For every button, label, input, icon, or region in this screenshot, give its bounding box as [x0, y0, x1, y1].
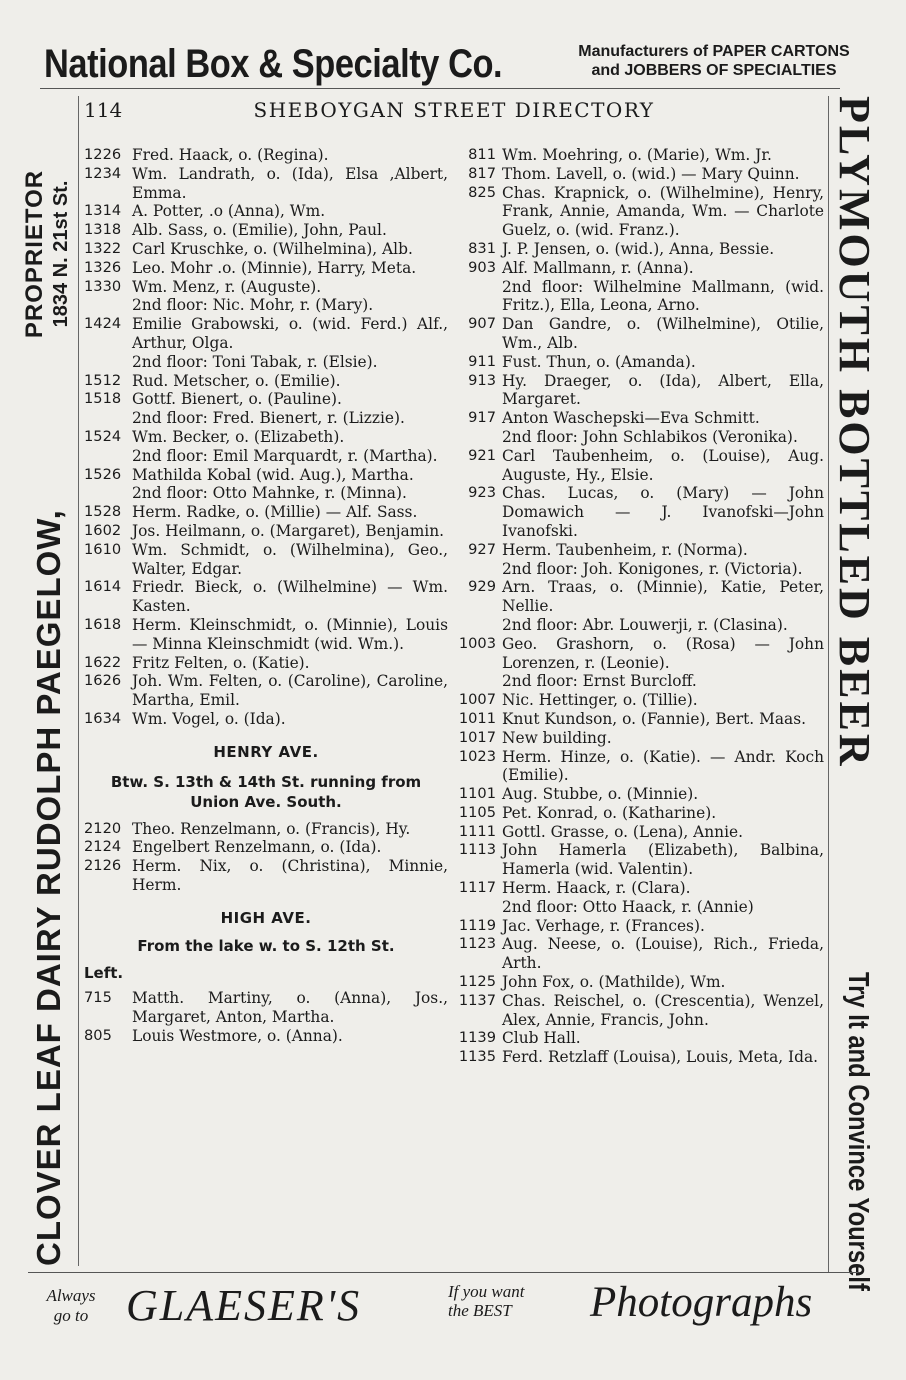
house-number: 1528 — [84, 503, 122, 521]
left-column — [84, 146, 448, 1045]
house-number: 831 — [468, 239, 496, 257]
directory-entry — [84, 466, 448, 485]
beer-ad-text: PLYMOUTH BOTTLED BEER — [830, 96, 879, 769]
resident-text: Chas. Krapnick, o. (Wilhelmine), Henry, Frank, Annie, Amanda, Wm. — Charlote Guelz, o. (wid. Franz.). — [502, 183, 824, 240]
tagline-line-1: Manufacturers of PAPER CARTONS — [578, 43, 850, 60]
house-number: 1017 — [458, 728, 496, 746]
resident-text: Alf. Mallmann, r. (Anna). — [502, 258, 694, 277]
floor-entry: 2nd floor: Nic. Mohr, r. (Mary). — [132, 296, 374, 315]
directory-entry — [458, 729, 824, 748]
directory-entry — [458, 353, 824, 372]
house-number: 913 — [468, 371, 496, 389]
directory-entry — [458, 146, 824, 165]
resident-text: Emilie Grabowski, o. (wid. Ferd.) Alf., Arthur, Olga. — [132, 315, 448, 352]
directory-entry — [84, 820, 448, 839]
directory-entry — [84, 541, 448, 579]
bottom-advertisement — [30, 1278, 860, 1334]
directory-entry — [84, 165, 448, 203]
directory-entry — [84, 315, 448, 353]
directory-entry — [458, 935, 824, 973]
resident-text: Chas. Lucas, o. (Mary) — John Domawich — J. Ivanofski—John Ivanofski. — [502, 484, 824, 540]
left-side-advertisement — [18, 106, 82, 1266]
directory-entry — [84, 202, 448, 221]
resident-text: Ferd. Retzlaff (Louisa), Louis, Meta, Ida. — [502, 1048, 819, 1067]
directory-entry — [84, 259, 448, 278]
directory-entry — [458, 578, 824, 616]
resident-text: Aug. Neese, o. (Louise), Rich., Frieda, Arth. — [502, 935, 824, 973]
resident-text: Aug. Stubbe, o. (Minnie). — [502, 785, 699, 804]
house-number: 1007 — [458, 691, 496, 709]
house-number: 903 — [468, 258, 496, 276]
resident-text: Herm. Nix, o. (Christina), Minnie, Herm. — [132, 857, 448, 894]
always-go-to — [38, 1286, 104, 1326]
if-you-want-best — [448, 1282, 558, 1320]
resident-text: Gottf. Bienert, o. (Pauline). — [132, 390, 342, 409]
house-number: 1602 — [84, 521, 122, 539]
house-number: 1117 — [458, 879, 496, 897]
photographs-label: Photographs — [590, 1279, 813, 1326]
house-number: 1626 — [84, 672, 122, 690]
house-number: 1330 — [84, 277, 122, 295]
dairy-ad-text: CLOVER LEAF DAIRY RUDOLPH PAEGELOW, — [30, 509, 67, 1266]
directory-entry — [458, 823, 824, 842]
house-number: 917 — [468, 409, 496, 427]
right-entries-group — [458, 146, 824, 1067]
directory-entry — [458, 259, 824, 278]
resident-text: John Fox, o. (Mathilde), Wm. — [502, 973, 726, 992]
top-rule — [40, 88, 840, 89]
resident-text: Wm. Landrath, o. (Ida), Elsa ,Albert, Emma. — [132, 164, 448, 202]
house-number: 2126 — [84, 857, 122, 875]
directory-entry — [458, 635, 824, 673]
resident-text: Dan Gandre, o. (Wilhelmine), Otilie, Wm., Alb. — [502, 315, 824, 352]
house-number: 923 — [468, 484, 496, 502]
side-label-left: Left. — [84, 964, 124, 983]
house-number: 1011 — [458, 709, 496, 727]
directory-entry — [458, 710, 824, 729]
house-number: 1123 — [458, 935, 496, 953]
directory-entry — [84, 428, 448, 447]
beer-ad-slogan: Try It and Convince Yourself — [842, 972, 874, 1291]
resident-text: Carl Kruschke, o. (Wilhelmina), Alb. — [132, 239, 413, 258]
house-number: 1139 — [458, 1029, 496, 1047]
directory-entry — [84, 838, 448, 857]
company-name: National Box & Specialty Co. — [44, 42, 503, 86]
tagline-line-2: and JOBBERS OF SPECIALTIES — [591, 62, 837, 79]
house-number: 1314 — [84, 202, 122, 220]
resident-text: Joh. Wm. Felten, o. (Caroline), Caroline, Martha, Emil. — [132, 672, 448, 710]
directory-entry — [84, 654, 448, 673]
house-number: 825 — [468, 183, 496, 201]
resident-text: Anton Waschepski—Eva Schmitt. — [502, 409, 760, 428]
floor-entry: 2nd floor: Fred. Bienert, r. (Lizzie). — [132, 409, 405, 428]
resident-text: Louis Westmore, o. (Anna). — [132, 1026, 343, 1045]
resident-text: Thom. Lavell, o. (wid.) — Mary Quinn. — [502, 164, 800, 183]
top-advertisement — [40, 38, 870, 90]
always-line-2: go to — [53, 1306, 89, 1325]
house-number: 1610 — [84, 540, 122, 558]
page-header — [84, 98, 824, 124]
resident-text: Fritz Felten, o. (Katie). — [132, 653, 310, 672]
house-number: 907 — [468, 315, 496, 333]
resident-text: Friedr. Bieck, o. (Wilhelmine) — Wm. Kasten. — [132, 578, 448, 616]
resident-text: Jac. Verhage, r. (Frances). — [502, 916, 705, 935]
house-number: 2120 — [84, 819, 122, 837]
directory-entry — [458, 841, 824, 879]
right-column-rule — [828, 96, 829, 1272]
resident-text: Pet. Konrad, o. (Katharine). — [502, 803, 717, 822]
directory-entry — [84, 672, 448, 710]
house-number: 1322 — [84, 239, 122, 257]
directory-entry — [458, 992, 824, 1030]
house-number: 1101 — [458, 785, 496, 803]
glaesers-name: GLAESER'S — [126, 1281, 362, 1330]
resident-text: Arn. Traas, o. (Minnie), Katie, Peter, Nellie. — [502, 578, 824, 616]
house-number: 817 — [468, 164, 496, 182]
house-number: 911 — [468, 352, 496, 370]
directory-entry — [458, 691, 824, 710]
directory-entry — [458, 184, 824, 240]
floor-entry: 2nd floor: Wilhelmine Mallmann, (wid. Fritz.), Ella, Leona, Arno. — [502, 277, 824, 315]
house-number: 1234 — [84, 164, 122, 182]
directory-entry — [84, 578, 448, 616]
left-column-rule — [78, 96, 79, 1266]
house-number: 1524 — [84, 427, 122, 445]
resident-text: Hy. Draeger, o. (Ida), Albert, Ella, Margaret. — [502, 371, 824, 409]
street-description-high: From the lake w. to S. 12th St. — [137, 937, 395, 956]
ifyou-line-2: the BEST — [448, 1301, 512, 1320]
house-number: 1111 — [458, 822, 496, 840]
house-number: 715 — [84, 989, 112, 1007]
house-number: 1023 — [458, 747, 496, 765]
left-entries-group-3 — [84, 989, 448, 1045]
house-number: 1518 — [84, 390, 122, 408]
house-number: 1526 — [84, 465, 122, 483]
directory-entry — [458, 484, 824, 540]
right-side-advertisement — [826, 96, 886, 1291]
house-number: 1105 — [458, 803, 496, 821]
proprietor-block — [22, 94, 74, 414]
directory-entry — [458, 541, 824, 560]
directory-entry — [458, 973, 824, 992]
directory-entry — [84, 390, 448, 409]
resident-text: Herm. Radke, o. (Millie) — Alf. Sass. — [132, 503, 418, 522]
resident-text: Geo. Grashorn, o. (Rosa) — John Lorenzen, r. (Leonie). — [502, 634, 824, 672]
ifyou-line-1: If you want — [448, 1282, 525, 1301]
house-number: 1125 — [458, 973, 496, 991]
resident-text: Engelbert Renzelmann, o. (Ida). — [132, 838, 382, 857]
resident-text: Jos. Heilmann, o. (Margaret), Benjamin. — [132, 521, 445, 540]
resident-text: Knut Kundson, o. (Fannie), Bert. Maas. — [502, 709, 806, 728]
company-tagline — [558, 42, 870, 80]
floor-entry: 2nd floor: Abr. Louwerji, r. (Clasina). — [502, 615, 788, 634]
house-number: 1618 — [84, 615, 122, 633]
directory-entry — [458, 1048, 824, 1067]
resident-text: New building. — [502, 728, 612, 747]
house-number: 1424 — [84, 315, 122, 333]
floor-entry: 2nd floor: Otto Mahnke, r. (Minna). — [132, 484, 407, 503]
house-number: 1614 — [84, 578, 122, 596]
resident-text: John Hamerla (Elizabeth), Balbina, Hamerla (wid. Valentin). — [502, 841, 824, 879]
left-entries-group-2 — [84, 820, 448, 895]
street-heading-henry: HENRY AVE. — [213, 742, 319, 761]
page-number: 114 — [84, 98, 123, 122]
house-number: 1113 — [458, 841, 496, 859]
directory-entry — [458, 879, 824, 898]
floor-entry: 2nd floor: Toni Tabak, r. (Elsie). — [132, 352, 378, 371]
resident-text: Fred. Haack, o. (Regina). — [132, 146, 329, 164]
resident-text: Fust. Thun, o. (Amanda). — [502, 352, 696, 371]
resident-text: Herm. Taubenheim, r. (Norma). — [502, 540, 748, 559]
right-column — [458, 146, 824, 1067]
house-number: 1318 — [84, 221, 122, 239]
directory-entry — [84, 372, 448, 391]
directory-entry — [84, 503, 448, 522]
directory-entry — [84, 240, 448, 259]
house-number: 1135 — [458, 1048, 496, 1066]
street-description-henry: Btw. S. 13th & 14th St. running from Union Ave. South. — [110, 772, 422, 811]
house-number: 805 — [84, 1026, 112, 1044]
street-heading-high: HIGH AVE. — [220, 908, 312, 927]
resident-text: Herm. Haack, r. (Clara). — [502, 879, 691, 898]
house-number: 1003 — [458, 634, 496, 652]
directory-entry — [458, 785, 824, 804]
directory-entry — [458, 315, 824, 353]
directory-entry — [84, 857, 448, 895]
house-number: 811 — [468, 146, 496, 163]
resident-text: Matth. Martiny, o. (Anna), Jos., Margaret, Anton, Martha. — [132, 989, 448, 1026]
resident-text: Herm. Kleinschmidt, o. (Minnie), Louis — Minna Kleinschmidt (wid. Wm.). — [132, 615, 448, 653]
bottom-rule — [28, 1272, 858, 1273]
left-entries-group-1 — [84, 146, 448, 729]
directory-entry — [458, 1029, 824, 1048]
directory-entry — [84, 710, 448, 729]
resident-text: Alb. Sass, o. (Emilie), John, Paul. — [132, 221, 387, 240]
directory-entry — [84, 1027, 448, 1046]
floor-entry: 2nd floor: Otto Haack, r. (Annie) — [502, 897, 754, 916]
directory-entry — [84, 221, 448, 240]
house-number: 1622 — [84, 653, 122, 671]
directory-entry — [84, 989, 448, 1027]
directory-entry — [458, 804, 824, 823]
directory-entry — [458, 748, 824, 786]
house-number: 921 — [468, 446, 496, 464]
resident-text: Wm. Menz, r. (Auguste). — [132, 277, 322, 296]
page-title: SHEBOYGAN STREET DIRECTORY — [253, 98, 655, 122]
floor-entry: 2nd floor: Joh. Konigones, r. (Victoria). — [502, 559, 803, 578]
resident-text: Mathilda Kobal (wid. Aug.), Martha. — [132, 465, 414, 484]
house-number: 2124 — [84, 838, 122, 856]
directory-entry — [84, 146, 448, 165]
directory-entry — [84, 278, 448, 297]
house-number: 1512 — [84, 371, 122, 389]
house-number: 929 — [468, 578, 496, 596]
resident-text: Wm. Moehring, o. (Marie), Wm. Jr. — [502, 146, 772, 164]
house-number: 927 — [468, 540, 496, 558]
directory-entry — [458, 447, 824, 485]
proprietor-label: PROPRIETOR — [21, 169, 48, 339]
resident-text: Chas. Reischel, o. (Crescentia), Wenzel, Alex, Annie, Francis, John. — [502, 991, 824, 1029]
resident-text: J. P. Jensen, o. (wid.), Anna, Bessie. — [502, 239, 775, 258]
directory-entry — [458, 409, 824, 428]
resident-text: Wm. Becker, o. (Elizabeth). — [132, 427, 345, 446]
resident-text: Gottl. Grasse, o. (Lena), Annie. — [502, 822, 744, 841]
floor-entry: 2nd floor: Ernst Burcloff. — [502, 672, 697, 691]
directory-entry — [458, 240, 824, 259]
house-number: 1326 — [84, 258, 122, 276]
house-number: 1634 — [84, 709, 122, 727]
resident-text: Wm. Vogel, o. (Ida). — [132, 709, 286, 728]
directory-entry — [458, 165, 824, 184]
floor-entry: 2nd floor: Emil Marquardt, r. (Martha). — [132, 446, 438, 465]
resident-text: Nic. Hettinger, o. (Tillie). — [502, 691, 698, 710]
resident-text: Herm. Hinze, o. (Katie). — Andr. Koch (Emilie). — [502, 747, 824, 785]
floor-entry: 2nd floor: John Schlabikos (Veronika). — [502, 427, 798, 446]
resident-text: Club Hall. — [502, 1029, 581, 1048]
resident-text: Rud. Metscher, o. (Emilie). — [132, 371, 341, 390]
house-number: 1137 — [458, 991, 496, 1009]
directory-entry — [458, 917, 824, 936]
resident-text: Leo. Mohr .o. (Minnie), Harry, Meta. — [132, 258, 417, 277]
resident-text: Theo. Renzelmann, o. (Francis), Hy. — [132, 819, 411, 838]
always-line-1: Always — [46, 1286, 96, 1305]
directory-entry — [84, 522, 448, 541]
resident-text: A. Potter, .o (Anna), Wm. — [132, 202, 326, 221]
resident-text: Carl Taubenheim, o. (Louise), Aug. Auguste, Hy., Elsie. — [502, 446, 824, 484]
house-number: 1226 — [84, 146, 122, 163]
proprietor-address: 1834 N. 21st St. — [50, 180, 72, 328]
directory-entry — [458, 372, 824, 410]
directory-entry — [84, 616, 448, 654]
house-number: 1119 — [458, 916, 496, 934]
resident-text: Wm. Schmidt, o. (Wilhelmina), Geo., Walter, Edgar. — [132, 540, 448, 578]
